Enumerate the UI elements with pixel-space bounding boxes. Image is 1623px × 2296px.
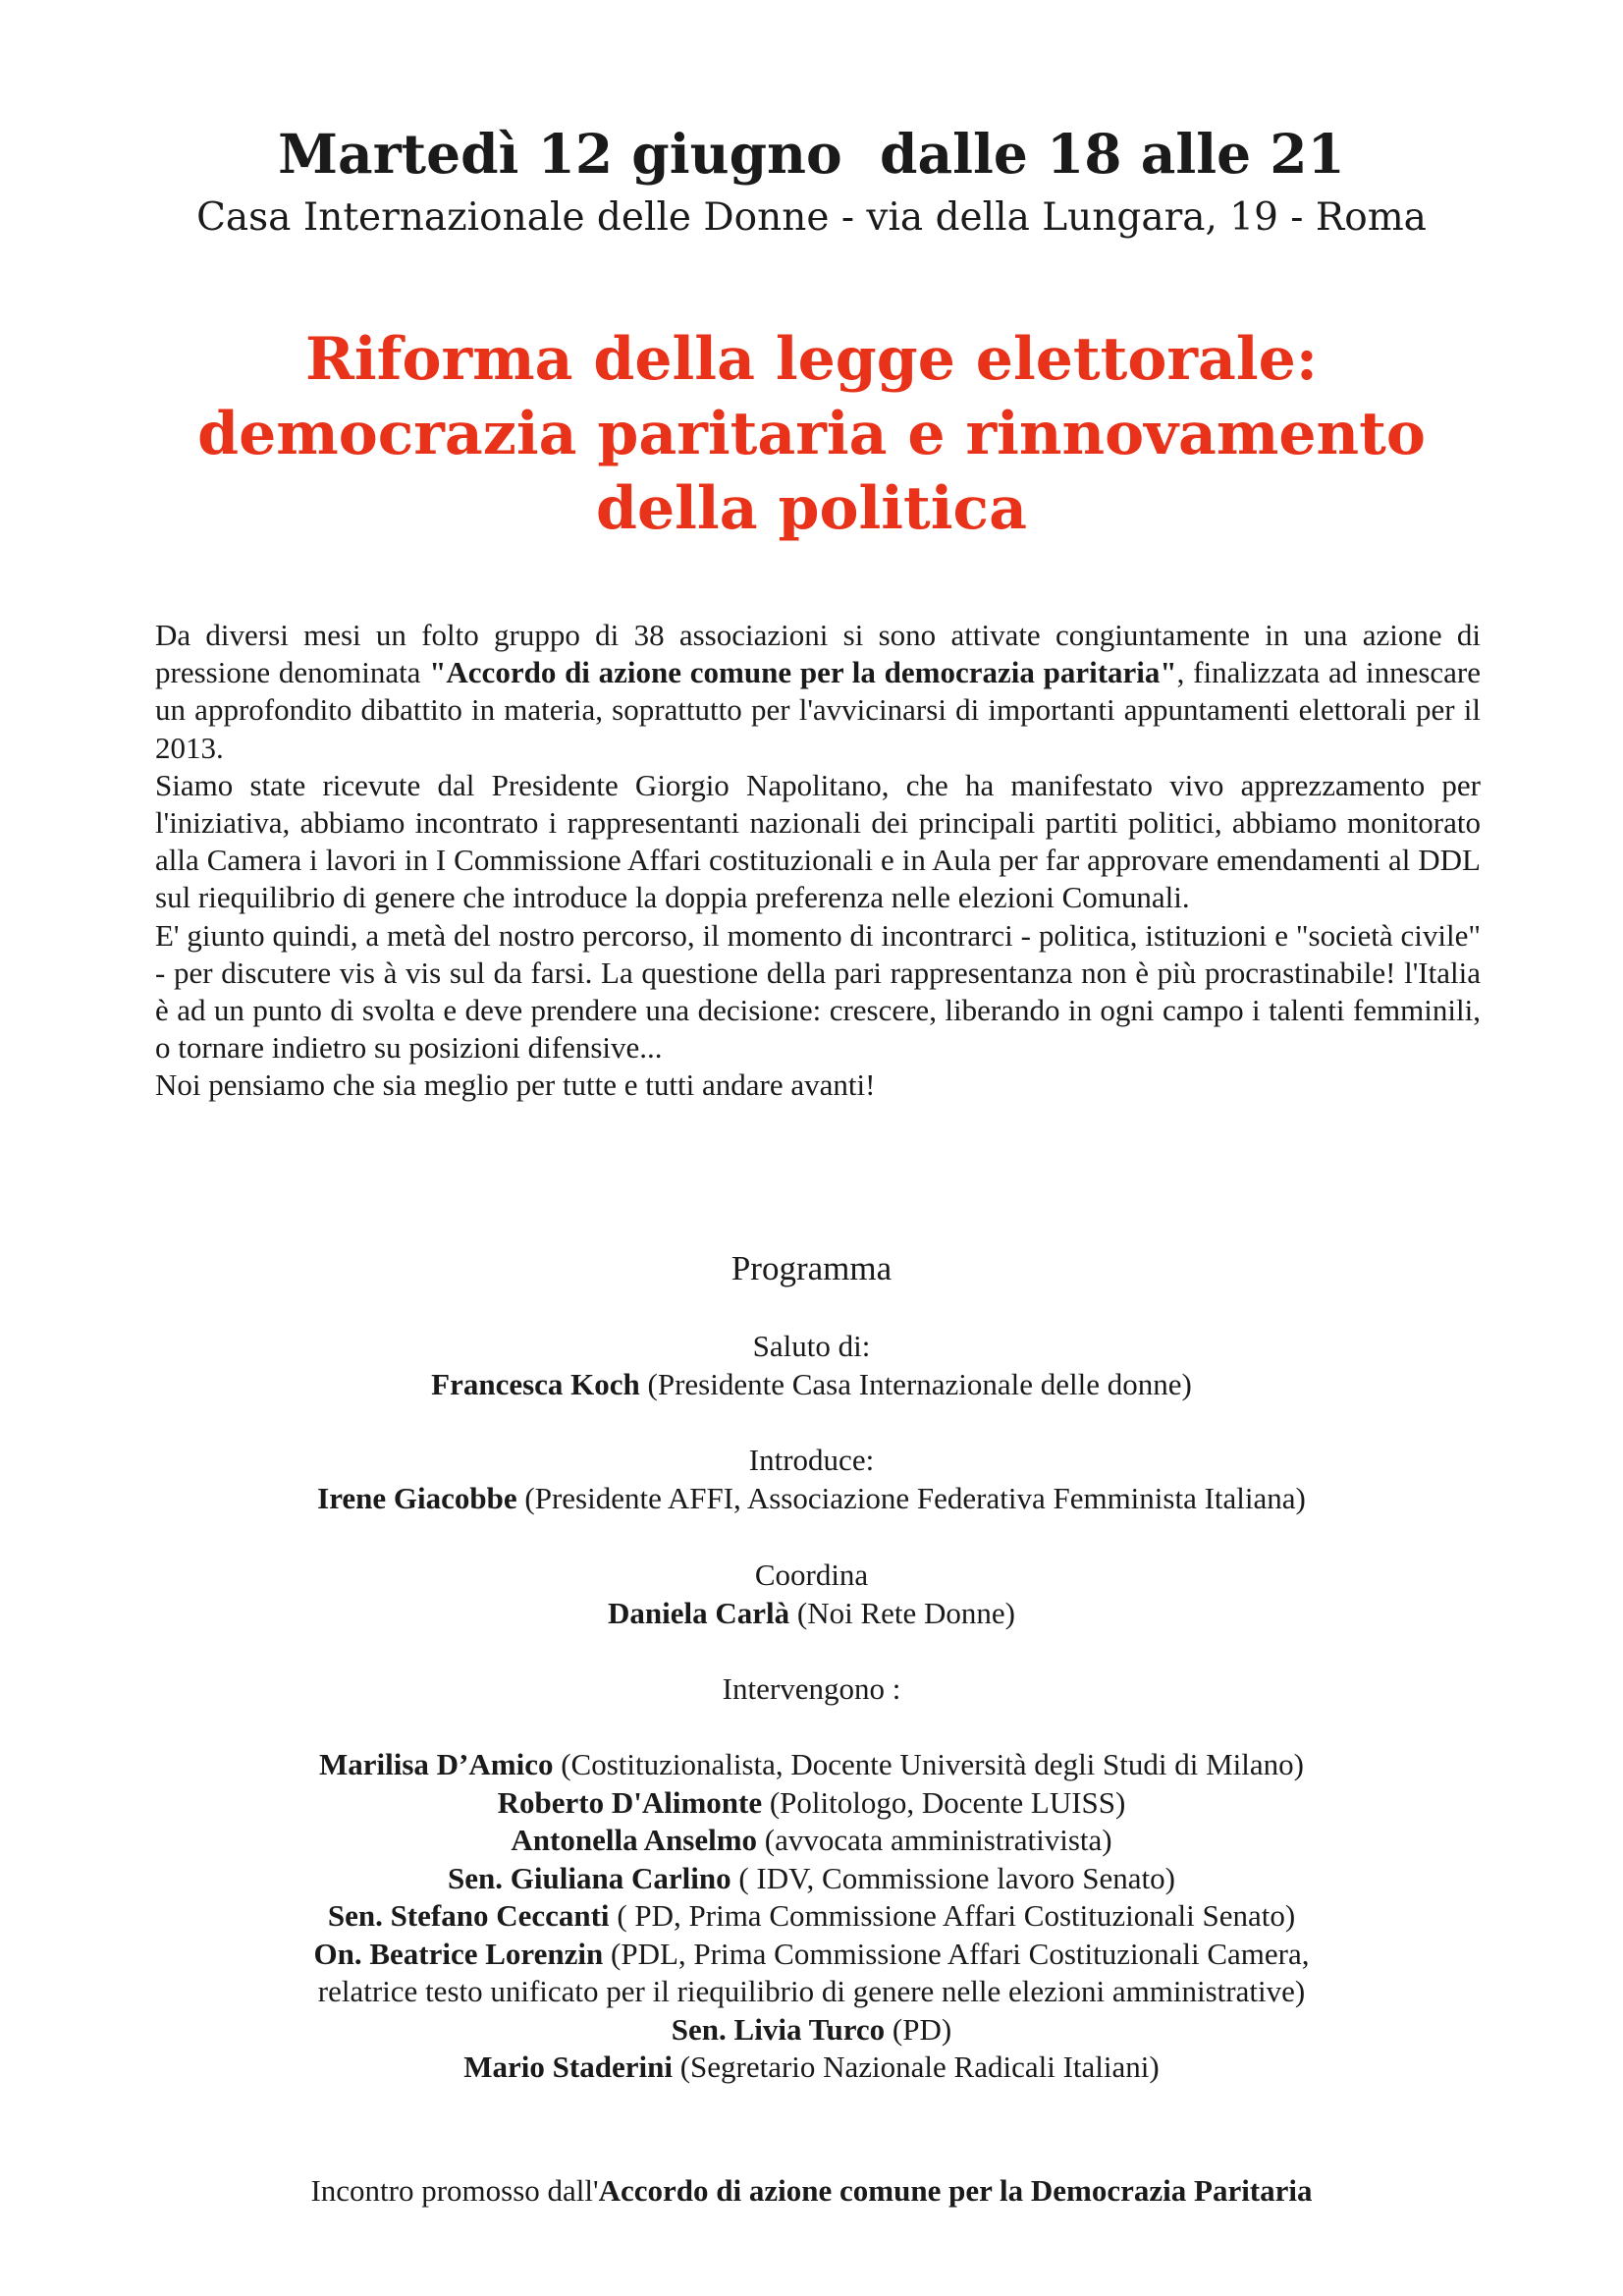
speaker-detail: (PDL, Prima Commissione Affari Costituzionali Camera, xyxy=(603,1936,1310,1971)
program-intro xyxy=(0,1442,1623,1517)
program-role: Introduce: xyxy=(748,1443,875,1477)
speaker-detail: (Segretario Nazionale Radicali Italiani) xyxy=(672,2050,1160,2084)
person-detail: (Noi Rete Donne) xyxy=(789,1595,1015,1630)
speaker-entry xyxy=(0,2049,1623,2087)
speaker-entry-continued xyxy=(0,1973,1623,2011)
event-venue: Casa Internazionale delle Donne - via della Lungara, 19 - Roma xyxy=(196,195,1427,240)
speaker-name: On. Beatrice Lorenzin xyxy=(313,1936,604,1971)
promoter-credit xyxy=(0,2171,1623,2211)
speaker-detail: relatrice testo unificato per il riequilibrio di genere nelle elezioni amministrative) xyxy=(317,1974,1306,2008)
intro-text-span: , finalizzata ad innescare un approfondito dibattito in materia, soprattutto per l'avvicinarsi di importanti appuntamenti elettorali per il 2013. xyxy=(155,655,1481,765)
program-heading: Programma xyxy=(730,1249,893,1287)
speaker-name: Sen. Stefano Ceccanti xyxy=(327,1898,610,1933)
promoter-name: Accordo di azione comune per la Democrazia Paritaria xyxy=(598,2173,1313,2208)
speaker-detail: (PD) xyxy=(885,2011,952,2047)
speaker-detail: (avvocata amministrativista) xyxy=(757,1823,1112,1857)
speaker-name: Antonella Anselmo xyxy=(511,1823,758,1857)
intro-paragraph: Noi pensiamo che sia meglio per tutte e tutti andare avanti! xyxy=(155,1067,876,1103)
speaker-name: Marilisa D’Amico xyxy=(318,1747,554,1781)
program-role: Coordina xyxy=(754,1558,869,1592)
speaker-entry xyxy=(0,1936,1623,1974)
person-detail: (Presidente Casa Internazionale delle donne) xyxy=(639,1366,1192,1401)
event-date: Martedì 12 giugno dalle 18 alle 21 xyxy=(278,122,1345,186)
speaker-name: Mario Staderini xyxy=(463,2050,673,2084)
intro-paragraph: Siamo state ricevute dal Presidente Giorgio Napolitano, che ha manifestato vivo apprezzamento per l'iniziativa, abbiamo incontrato i rappresentanti nazionali dei principali partiti politici, abbiamo monitorato alla Camera i lavori in I Commissione Affari costituzionali e in Aula per far approvare emendamenti al DDL sul riequilibrio di genere che introduce la doppia preferenza nelle elezioni Comunali. xyxy=(155,767,1481,915)
program-person xyxy=(0,1595,1623,1633)
event-title-line: democrazia paritaria e rinnovamento xyxy=(197,400,1426,468)
speaker-detail: (Costituzionalista, Docente Università degli Studi di Milano) xyxy=(553,1747,1304,1781)
initiative-name: "Accordo di azione comune per la democrazia paritaria" xyxy=(429,655,1177,690)
person-detail: (Presidente AFFI, Associazione Federativa Femminista Italiana) xyxy=(516,1480,1306,1515)
program-role: Saluto di: xyxy=(752,1329,871,1363)
program-person xyxy=(0,1366,1623,1404)
person-name: Francesca Koch xyxy=(431,1366,640,1401)
intro-text xyxy=(155,617,1481,1105)
intro-text-span: Da diversi mesi un folto gruppo di 38 associazioni si sono attivate congiuntamente in una azione di pressione denominata xyxy=(155,618,1481,690)
program-moderator xyxy=(0,1557,1623,1632)
speaker-name: Sen. Livia Turco xyxy=(671,2011,886,2047)
person-name: Irene Giacobbe xyxy=(317,1480,517,1515)
speaker-name: Roberto D'Alimonte xyxy=(497,1784,763,1820)
person-name: Daniela Carlà xyxy=(608,1595,790,1630)
program-person xyxy=(0,1480,1623,1518)
speaker-entry xyxy=(0,1822,1623,1860)
speaker-detail: ( IDV, Commissione lavoro Senato) xyxy=(730,1860,1175,1895)
speakers-list xyxy=(0,1746,1623,2087)
speaker-entry xyxy=(0,1746,1623,1784)
program-greeting xyxy=(0,1328,1623,1403)
intro-paragraph xyxy=(155,617,1481,767)
event-title-line: della politica xyxy=(596,474,1027,543)
speaker-name: Sen. Giuliana Carlino xyxy=(448,1860,731,1895)
speaker-entry xyxy=(0,2011,1623,2050)
speaker-detail: ( PD, Prima Commissione Affari Costituzionali Senato) xyxy=(609,1898,1296,1933)
speakers-label: Intervengono : xyxy=(722,1671,901,1706)
speaker-detail: (Politologo, Docente LUISS) xyxy=(762,1784,1126,1820)
speaker-entry xyxy=(0,1897,1623,1936)
speaker-entry xyxy=(0,1784,1623,1823)
speaker-entry xyxy=(0,1860,1623,1898)
promoter-prefix: Incontro promosso dall' xyxy=(310,2173,599,2208)
event-title xyxy=(0,322,1623,546)
event-title-line: Riforma della legge elettorale: xyxy=(305,325,1318,394)
intro-paragraph: E' giunto quindi, a metà del nostro percorso, il momento di incontrarci - politica, istituzioni e "società civile" - per discutere vis à vis sul da farsi. La questione della pari rappresentanza non è più procrastinabile! l'Italia è ad un punto di svolta e deve prendere una decisione: crescere, liberando in ogni campo i talenti femminili, o tornare indietro su posizioni difensive... xyxy=(155,917,1481,1066)
